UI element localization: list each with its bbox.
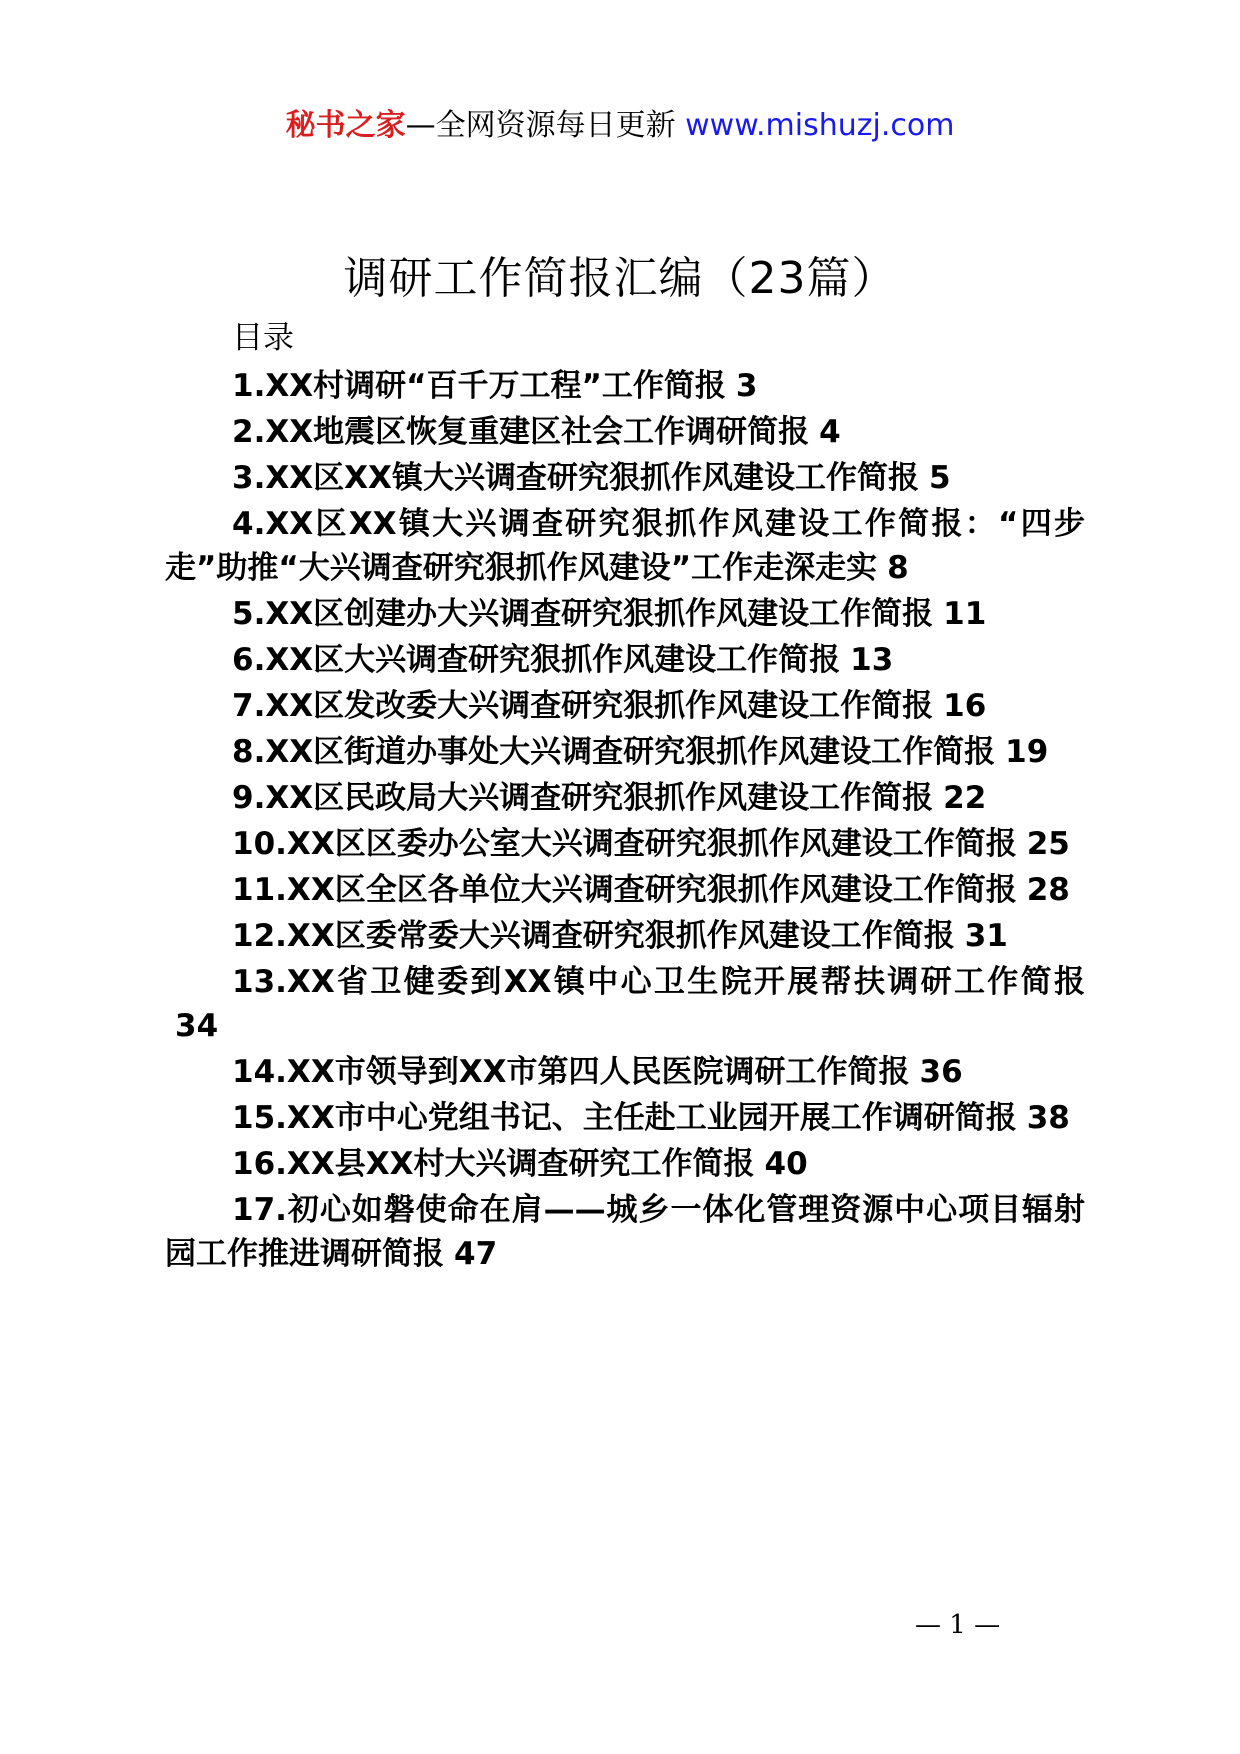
toc-entry[interactable]: [165, 822, 1085, 866]
toc-entry-title: 12.XX区委常委大兴调查研究狠抓作风建设工作简报: [232, 918, 955, 954]
toc-entry-title: 9.XX区民政局大兴调查研究狠抓作风建设工作简报: [232, 780, 934, 816]
header-dash: —: [405, 108, 436, 143]
toc-entry-title: 10.XX区区委办公室大兴调查研究狠抓作风建设工作简报: [232, 826, 1017, 862]
toc-entry-page: 19: [1005, 734, 1049, 770]
toc-entry[interactable]: [165, 776, 1085, 820]
toc-entry-title: 3.XX区XX镇大兴调查研究狠抓作风建设工作简报: [232, 460, 919, 496]
page-number: — 1 —: [915, 1610, 1001, 1640]
toc-entry-title: 6.XX区大兴调查研究狠抓作风建设工作简报: [232, 642, 841, 678]
toc-entry-page: 3: [735, 368, 758, 404]
toc-entry-title: 11.XX区全区各单位大兴调查研究狠抓作风建设工作简报: [232, 872, 1017, 908]
toc-entry-page: 16: [943, 688, 987, 724]
toc-entry-page: 34: [175, 1008, 219, 1044]
toc-entry[interactable]: [165, 502, 1085, 590]
toc-entry-page: 13: [850, 642, 894, 678]
toc-entry[interactable]: [165, 410, 1085, 454]
toc-entry-title: 17.初心如磐使命在肩——城乡一体化管理资源中心项目辐射园工作推进调研简报: [165, 1192, 1085, 1272]
toc-entry[interactable]: [165, 684, 1085, 728]
toc-entry-page: 11: [943, 596, 987, 632]
toc-entry-page: 28: [1026, 872, 1070, 908]
toc-entry-page: 8: [887, 550, 909, 586]
toc-entry[interactable]: [165, 638, 1085, 682]
toc-entry-title: 13.XX省卫健委到XX镇中心卫生院开展帮扶调研工作简报: [232, 964, 1085, 1000]
toc-entry-page: 38: [1026, 1100, 1070, 1136]
toc-entry-title: 5.XX区创建办大兴调查研究狠抓作风建设工作简报: [232, 596, 934, 632]
site-url-link[interactable]: www.mishuzj.com: [685, 108, 955, 143]
toc-entry[interactable]: [165, 730, 1085, 774]
toc-entry-title: 1.XX村调研“百千万工程”工作简报: [232, 368, 726, 404]
toc-entry-title: 2.XX地震区恢复重建区社会工作调研简报: [232, 414, 810, 450]
toc-entry-page: 31: [964, 918, 1008, 954]
site-brand: 秘书之家: [285, 108, 406, 143]
toc-entry-title: 7.XX区发改委大兴调查研究狠抓作风建设工作简报: [232, 688, 934, 724]
table-of-contents: [165, 316, 1085, 1278]
toc-entry-page: 22: [943, 780, 987, 816]
toc-entry-title: 4.XX区XX镇大兴调查研究狠抓作风建设工作简报：“四步走”助推“大兴调查研究狠抓作风建设”工作走深走实: [165, 506, 1085, 586]
site-header: [0, 100, 1240, 144]
header-slogan: 全网资源每日更新: [435, 108, 676, 143]
toc-entry[interactable]: [165, 914, 1085, 958]
toc-entry-page: 47: [454, 1236, 498, 1272]
toc-entry[interactable]: [165, 1142, 1085, 1186]
toc-entry[interactable]: [165, 456, 1085, 500]
toc-entry-page: 25: [1026, 826, 1070, 862]
toc-entry[interactable]: [165, 1188, 1085, 1276]
toc-entry-title: 8.XX区街道办事处大兴调查研究狠抓作风建设工作简报: [232, 734, 996, 770]
toc-entry-page: 5: [928, 460, 951, 496]
toc-entry[interactable]: [165, 960, 1085, 1048]
toc-entry-title: 16.XX县XX村大兴调查研究工作简报: [232, 1146, 755, 1182]
toc-label: 目录: [232, 320, 294, 356]
toc-entry-page: 36: [919, 1054, 963, 1090]
toc-list: [165, 364, 1085, 1276]
toc-entry-page: 40: [764, 1146, 808, 1182]
toc-entry-title: 14.XX市领导到XX市第四人民医院调研工作简报: [232, 1054, 910, 1090]
toc-entry[interactable]: [165, 592, 1085, 636]
document-title: 调研工作简报汇编（23篇）: [343, 253, 897, 304]
toc-entry[interactable]: [165, 868, 1085, 912]
toc-entry[interactable]: [165, 364, 1085, 408]
toc-entry[interactable]: [165, 1050, 1085, 1094]
toc-entry-page: 4: [819, 414, 841, 450]
toc-entry-title: 15.XX市中心党组书记、主任赴工业园开展工作调研简报: [232, 1100, 1017, 1136]
toc-entry[interactable]: [165, 1096, 1085, 1140]
